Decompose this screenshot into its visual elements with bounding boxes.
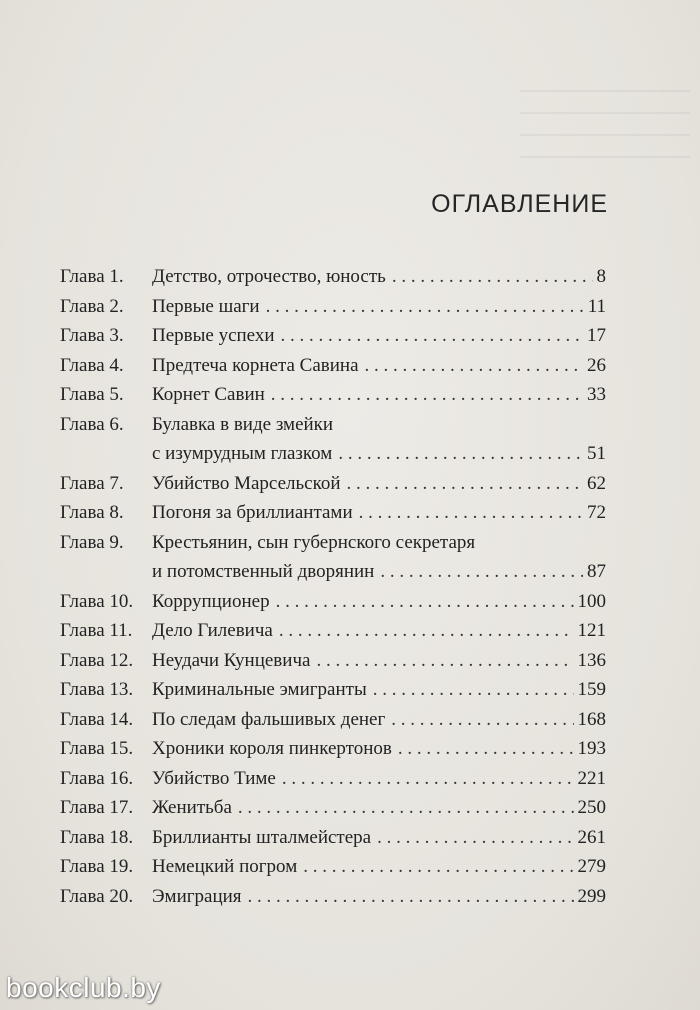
dot-leader [316,646,573,676]
chapter-title: Предтеча корнета Савина [152,354,359,376]
toc-entry [60,351,606,381]
dot-leader [391,705,573,735]
toc-entry [60,675,606,705]
chapter-title: Убийство Тиме [152,767,276,789]
dot-leader [276,587,574,617]
chapter-label: Глава 10. [60,590,134,612]
chapter-title: Бриллианты шталмейстера [152,826,372,848]
dot-leader [281,321,583,351]
toc-entry [60,823,606,853]
chapter-title: По следам фальшивых денег [152,708,386,730]
chapter-label: Глава 3. [60,325,124,346]
chapter-label: Глава 6. [60,413,124,435]
toc-entry [60,587,606,617]
toc-entry [60,262,606,292]
chapter-label: Глава 12. [60,649,134,671]
dot-leader [303,852,573,882]
chapter-label: Глава 7. [60,472,124,494]
chapter-label: Глава 18. [60,826,134,848]
page-number: 261 [577,826,606,848]
chapter-title: Дело Гилевича [152,620,273,641]
chapter-label: Глава 17. [60,797,134,818]
toc-entry [60,882,606,912]
page-number: 159 [577,679,606,700]
page-number: 299 [577,885,606,907]
page-number: 72 [587,502,606,523]
page-number: 279 [577,856,606,877]
page-number: 221 [577,767,606,789]
chapter-title: Немецкий погром [152,856,298,877]
toc-entry [60,793,606,823]
toc-entry [60,616,606,646]
page-number: 193 [577,738,606,759]
page-number: 87 [587,561,606,582]
page-number: 136 [577,649,606,671]
chapter-label: Глава 4. [60,354,124,376]
dot-leader [238,793,574,823]
page-number: 121 [577,620,606,641]
toc-entry [60,439,606,469]
chapter-label: Глава 13. [60,679,134,700]
page-number: 51 [587,443,606,464]
toc-entry [60,705,606,735]
chapter-title: Детство, отрочество, юность [152,266,386,287]
dot-leader [266,292,584,322]
chapter-label: Глава 11. [60,620,133,641]
chapter-label: Глава 14. [60,708,134,730]
chapter-label: Глава 19. [60,856,134,877]
chapter-label: Глава 5. [60,384,124,405]
chapter-title: Первые успехи [152,325,275,346]
chapter-title: Неудачи Кунцевича [152,649,311,671]
toc-entry [60,498,606,528]
page-title: ОГЛАВЛЕНИЕ [431,190,608,218]
toc-entry [60,734,606,764]
dot-leader [338,439,583,469]
dot-leader [282,764,574,794]
dot-leader [248,882,574,912]
chapter-label: Глава 1. [60,266,124,287]
toc-entry [60,410,606,440]
toc-entry [60,764,606,794]
dot-leader [380,557,583,587]
chapter-title: и потомственный дворянин [152,561,375,582]
dot-leader [373,675,574,705]
dot-leader [271,380,583,410]
chapter-title: Хроники короля пинкертонов [152,738,392,759]
toc-entry [60,380,606,410]
toc-entry [60,852,606,882]
toc-entry [60,321,606,351]
chapter-title: Эмиграция [152,885,242,907]
page-number: 8 [596,266,606,287]
page-number: 100 [577,590,606,612]
chapter-label: Глава 16. [60,767,134,789]
toc-entry [60,646,606,676]
dot-leader [359,498,583,528]
dot-leader [398,734,574,764]
chapter-label: Глава 2. [60,295,124,317]
dot-leader [347,469,583,499]
page-number: 33 [587,384,606,405]
chapter-title: Женитьба [152,797,232,818]
page-number: 11 [587,295,606,317]
dot-leader [365,351,583,381]
chapter-label: Глава 20. [60,885,134,907]
page-number: 62 [587,472,606,494]
page-number: 17 [587,325,606,346]
dot-leader [279,616,574,646]
page-number: 250 [577,797,606,818]
table-of-contents [60,262,606,911]
chapter-label: Глава 8. [60,502,124,523]
show-through-text [520,90,690,160]
chapter-label: Глава 9. [60,531,124,553]
chapter-label: Глава 15. [60,738,134,759]
chapter-title: Коррупционер [152,590,270,612]
chapter-title: Криминальные эмигранты [152,679,367,700]
page-number: 168 [577,708,606,730]
toc-entry [60,557,606,587]
chapter-title: Корнет Савин [152,384,265,405]
toc-entry [60,528,606,558]
dot-leader [377,823,573,853]
chapter-title: Погоня за бриллиантами [152,502,353,523]
chapter-title: Убийство Марсельской [152,472,341,494]
chapter-title: Крестьянин, сын губернского секретаря [152,531,476,553]
chapter-title: Булавка в виде змейки [152,413,334,435]
toc-entry [60,469,606,499]
chapter-title: с изумрудным глазком [152,443,333,464]
dot-leader [392,262,593,292]
toc-entry [60,292,606,322]
watermark: bookclub.by [6,972,161,1003]
page-number: 26 [587,354,606,376]
chapter-title: Первые шаги [152,295,260,317]
